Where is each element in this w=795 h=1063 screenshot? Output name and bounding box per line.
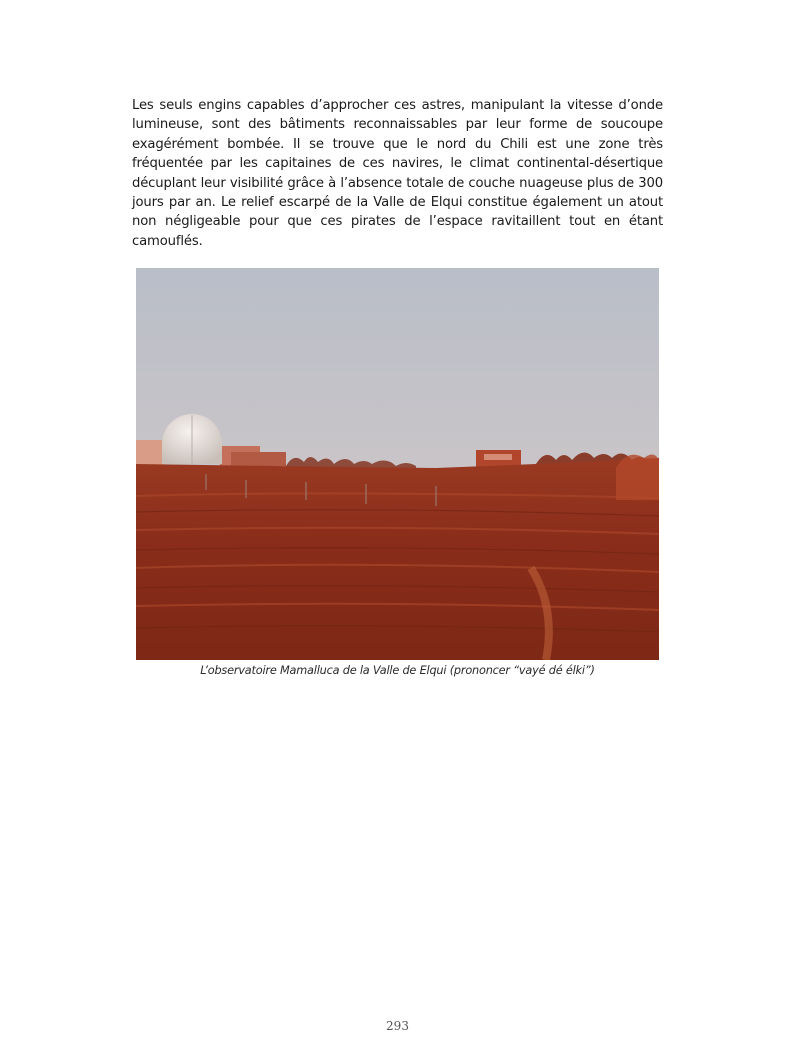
body-paragraph: Les seuls engins capables d’approcher ces astres, manipulant la vitesse d’onde lumineuse, sont des bâtiments reconnaissables par leur forme de soucoupe exagérément bombée. Il se trouve que le nord du Chili est une zone très fréquentée par les capitaines de ces navires, le climat continental-désertique décuplant leur visibilité grâce à l’absence totale de couche nuageuse plus de 300 jours par an. Le relief escarpé de la Valle de Elqui constitue également un atout non négligeable pour que ces pirates de l’espace ravitaillent tout en étant camouflés. — [132, 98, 663, 249]
figure-caption: L’observatoire Mamalluca de la Valle de Elqui (prononcer “vayé dé élki”) — [200, 664, 595, 677]
page-number: 293 — [386, 1019, 409, 1033]
observatory-photo — [136, 268, 659, 660]
